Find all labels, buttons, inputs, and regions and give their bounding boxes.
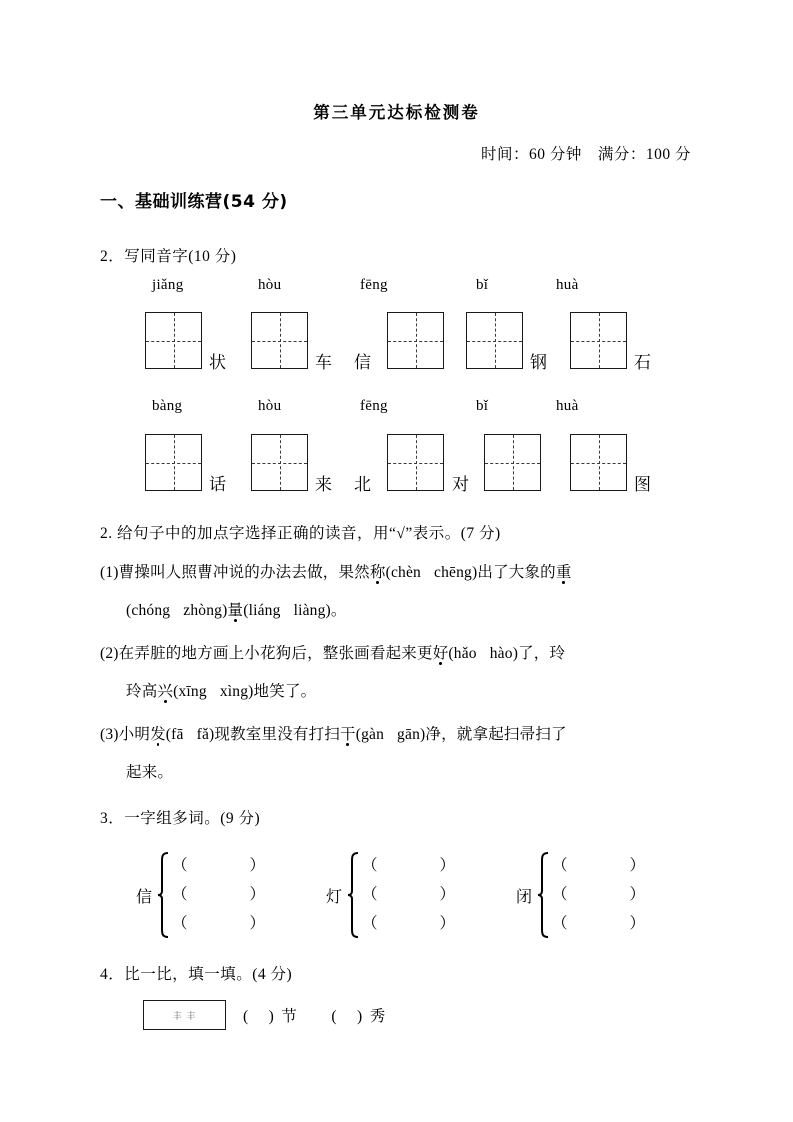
pinyin-r2-c2: hòu	[258, 398, 282, 414]
word-group-3-label: 闭	[516, 887, 533, 906]
hint-char-r2-c1: 话	[209, 475, 226, 495]
q2-i2-dotted-char-2: 兴	[157, 683, 174, 700]
section-heading: 一、基础训练营(54 分)	[100, 192, 288, 212]
pinyin-r1-c1: jiǎng	[152, 277, 184, 293]
hint-char-r2-c2: 来	[315, 475, 332, 495]
pinyin-r1-c5: huà	[556, 277, 579, 293]
character-image-chars: 丰 丰	[172, 1011, 197, 1022]
q2-item-3-line-1	[100, 722, 567, 744]
paren-open: （	[362, 857, 378, 874]
answer-blank-1-2[interactable]	[172, 880, 265, 909]
pinyin-r1-c4: bǐ	[476, 277, 489, 293]
q2-i2-l1-opt1[interactable]: (hǎo	[448, 645, 477, 662]
q4-paren-open-2: (	[331, 1008, 338, 1025]
q4-word-1: 节	[281, 1008, 298, 1025]
paren-open: （	[362, 886, 378, 903]
answer-blank-2-2[interactable]	[362, 880, 455, 909]
q2-i3-dotted-char-1: 发	[150, 726, 166, 743]
q2-i1-l2-opt1[interactable]: (chóng	[126, 602, 171, 619]
question-3-heading: 3．一字组多词。(9 分)	[100, 810, 261, 827]
q2-i2-l2-opt2[interactable]: xìng)地笑了。	[219, 683, 317, 700]
q2-i3-l1-opt1[interactable]: (fā	[165, 726, 184, 743]
paren-close: ）	[439, 915, 456, 932]
paren-open: （	[552, 857, 568, 874]
q4-paren-open-1: (	[243, 1008, 249, 1025]
paren-open: （	[362, 915, 378, 932]
brace-icon-2	[347, 851, 360, 939]
pinyin-r1-c3: fēng	[360, 277, 388, 293]
paren-close: ）	[439, 857, 456, 874]
q2-i2-l1-pre: (2)在弄脏的地方画上小花狗后，整张画看起来更	[100, 645, 433, 662]
q2-i1-l1-opt2[interactable]: chēng)出了大象的	[434, 564, 556, 581]
writing-box-r2-c1[interactable]	[145, 434, 202, 491]
answer-blank-3-3[interactable]	[552, 909, 645, 938]
question-2-heading: 2. 给句子中的加点字选择正确的读音，用“√”表示。(7 分)	[100, 525, 501, 542]
hint-char-r2-c5: 图	[634, 475, 651, 495]
q2-i3-dotted-char-2: 干	[340, 726, 356, 743]
brace-icon-3	[537, 851, 550, 939]
answer-blank-2-3[interactable]	[362, 909, 455, 938]
answer-blank-1-1[interactable]	[172, 851, 265, 880]
paren-open: （	[552, 886, 568, 903]
q4-paren-close-1: )	[268, 1008, 275, 1025]
q2-item-2-line-2	[126, 679, 316, 701]
writing-box-r2-c3[interactable]	[387, 434, 444, 491]
q2-i3-l1-opt4[interactable]: gān)净，就拿起扫帚扫了	[397, 726, 567, 743]
exam-meta	[481, 142, 691, 164]
writing-box-r1-c4[interactable]	[466, 312, 523, 369]
q2-i1-l2-opt4[interactable]: liàng)。	[293, 602, 347, 619]
paren-open: （	[552, 915, 568, 932]
q2-i2-l1-opt2[interactable]: hào)了，玲	[489, 645, 566, 662]
writing-box-r1-c5[interactable]	[570, 312, 627, 369]
time-label: 时间：60 分钟	[480, 146, 582, 163]
hint-char-r1-c3-before: 信	[354, 353, 371, 373]
q2-i3-l1-opt3[interactable]: (gàn	[355, 726, 385, 743]
paren-close: ）	[439, 886, 456, 903]
paren-close: ）	[629, 857, 646, 874]
writing-box-r1-c1[interactable]	[145, 312, 202, 369]
q4-word-2: 秀	[369, 1008, 386, 1025]
q2-i2-l2-pre: 玲高	[126, 683, 158, 700]
q2-item-3-line-2: 起来。	[126, 764, 174, 781]
answer-blank-3-2[interactable]	[552, 880, 645, 909]
q2-i2-dotted-char-1: 好	[432, 645, 449, 662]
q4-paren-close-2: )	[357, 1008, 363, 1025]
answer-blank-2-1[interactable]	[362, 851, 455, 880]
hint-char-r1-c5: 石	[634, 353, 651, 373]
pinyin-r2-c4: bǐ	[476, 398, 489, 414]
paren-open: （	[172, 886, 188, 903]
q2-i2-l2-opt1[interactable]: (xīng	[173, 683, 207, 700]
paren-close: ）	[249, 886, 266, 903]
q2-item-1-line-1	[100, 560, 572, 582]
q2-i1-dotted-char-2: 重	[555, 564, 572, 581]
writing-box-r2-c4[interactable]	[484, 434, 541, 491]
word-group-2-label: 灯	[326, 887, 343, 906]
paren-open: （	[172, 915, 188, 932]
hint-char-r1-c2: 车	[315, 353, 332, 373]
q2-item-1-line-2	[126, 598, 347, 620]
answer-blank-3-1[interactable]	[552, 851, 645, 880]
writing-box-r1-c2[interactable]	[251, 312, 308, 369]
q2-i1-l2-opt3[interactable]: (liáng	[243, 602, 281, 619]
question-1-heading: 2．写同音字(10 分)	[100, 248, 237, 265]
q2-item-2-line-1	[100, 641, 565, 663]
score-label: 满分：100 分	[597, 146, 691, 163]
word-group-3-rows	[552, 851, 645, 938]
writing-box-r2-c2[interactable]	[251, 434, 308, 491]
question-4-heading: 4．比一比，填一填。(4 分)	[100, 966, 293, 983]
q2-i1-l1-opt1[interactable]: (chèn	[385, 564, 421, 581]
word-group-1-label: 信	[136, 887, 153, 906]
pinyin-r2-c5: huà	[556, 398, 579, 414]
hint-char-r2-c4: 对	[452, 475, 469, 495]
paren-close: ）	[629, 915, 646, 932]
hint-char-r1-c4: 钢	[530, 353, 547, 373]
q2-i3-l1-pre: (3)小明	[100, 726, 151, 743]
pinyin-r1-c2: hòu	[258, 277, 282, 293]
q2-i1-l2-opt2[interactable]: zhòng)	[183, 602, 228, 619]
paren-close: ）	[249, 857, 266, 874]
q2-i1-dotted-char-3: 量	[227, 602, 244, 619]
paren-close: ）	[249, 915, 266, 932]
q2-i1-l1-pre: (1)曹操叫人照曹冲说的办法去做，果然	[100, 564, 370, 581]
answer-blank-1-3[interactable]	[172, 909, 265, 938]
writing-box-r2-c5[interactable]	[570, 434, 627, 491]
brace-icon-1	[157, 851, 170, 939]
word-group-2-rows	[362, 851, 455, 938]
paren-open: （	[172, 857, 188, 874]
hint-char-r1-c1: 状	[209, 353, 226, 373]
page-title: 第三单元达标检测卷	[313, 103, 480, 122]
q2-i3-l1-opt2[interactable]: fǎ)现教室里没有打扫	[196, 726, 340, 743]
word-group-1-rows	[172, 851, 265, 938]
q4-answer-items	[243, 1004, 386, 1026]
pinyin-r2-c1: bàng	[152, 398, 183, 414]
paren-close: ）	[629, 886, 646, 903]
pinyin-r2-c3: fēng	[360, 398, 388, 414]
q2-i1-dotted-char-1: 称	[369, 564, 386, 581]
character-image-box	[143, 1000, 226, 1030]
writing-box-r1-c3[interactable]	[387, 312, 444, 369]
hint-char-r2-c3-before: 北	[354, 475, 371, 495]
